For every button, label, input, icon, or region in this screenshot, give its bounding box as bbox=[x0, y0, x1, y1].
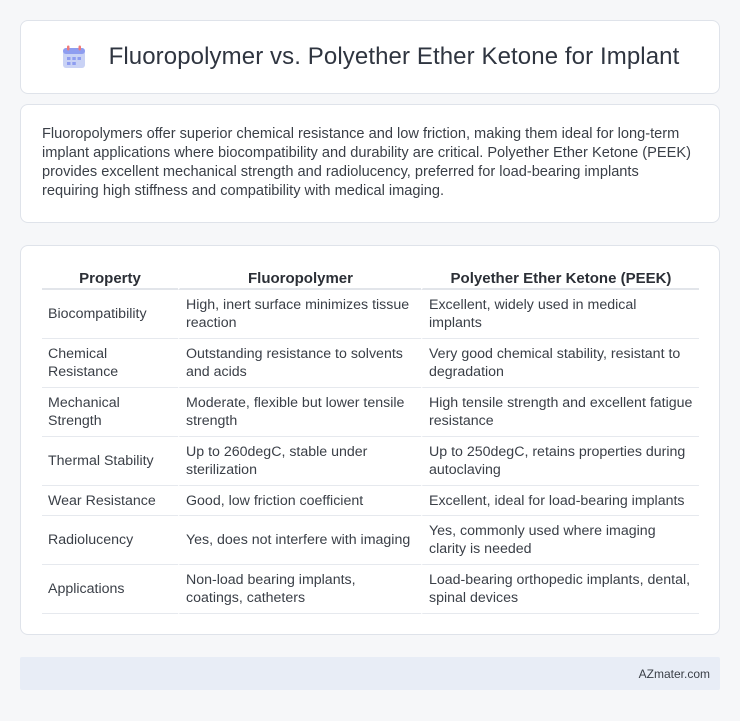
row-fluoropolymer: Non-load bearing implants, coatings, catheters bbox=[178, 565, 421, 614]
row-fluoropolymer: Moderate, flexible but lower tensile strength bbox=[178, 388, 421, 437]
footer-bar bbox=[20, 657, 720, 690]
row-property: Wear Resistance bbox=[42, 486, 178, 516]
title-wrap bbox=[61, 43, 680, 71]
table-row bbox=[42, 486, 699, 516]
header-peek: Polyether Ether Ketone (PEEK) bbox=[421, 262, 699, 290]
row-peek: Excellent, widely used in medical implants bbox=[421, 290, 699, 339]
row-fluoropolymer: Yes, does not interfere with imaging bbox=[178, 516, 421, 565]
table-row bbox=[42, 565, 699, 614]
row-fluoropolymer: Up to 260degC, stable under sterilization bbox=[178, 437, 421, 486]
footer-source: AZmater.com bbox=[638, 666, 710, 681]
row-peek: Excellent, ideal for load-bearing implants bbox=[421, 486, 699, 516]
comparison-table bbox=[42, 262, 699, 614]
row-fluoropolymer: Good, low friction coefficient bbox=[178, 486, 421, 516]
row-property: Mechanical Strength bbox=[42, 388, 178, 437]
calendar-icon bbox=[61, 44, 87, 70]
row-peek: High tensile strength and excellent fatigue resistance bbox=[421, 388, 699, 437]
header-property: Property bbox=[42, 262, 178, 290]
row-peek: Load-bearing orthopedic implants, dental, spinal devices bbox=[421, 565, 699, 614]
title-card bbox=[20, 20, 720, 94]
table-row bbox=[42, 290, 699, 339]
intro-paragraph: Fluoropolymers offer superior chemical resistance and low friction, making them ideal for long-term implant applications where biocompatibility and durability are critical. Polyether Ether Ketone (PEEK) provides excellent mechanical strength and radiolucency, preferred for load-bearing implants requiring high stiffness and compatibility with medical imaging. bbox=[42, 126, 691, 199]
row-fluoropolymer: Outstanding resistance to solvents and acids bbox=[178, 339, 421, 388]
row-property: Chemical Resistance bbox=[42, 339, 178, 388]
table-header-row bbox=[42, 262, 699, 290]
table-row bbox=[42, 339, 699, 388]
row-peek: Very good chemical stability, resistant to degradation bbox=[421, 339, 699, 388]
row-property: Applications bbox=[42, 565, 178, 614]
table-row bbox=[42, 388, 699, 437]
comparison-table-card bbox=[20, 245, 720, 635]
table-row bbox=[42, 437, 699, 486]
row-peek: Yes, commonly used where imaging clarity is needed bbox=[421, 516, 699, 565]
row-property: Biocompatibility bbox=[42, 290, 178, 339]
table-row bbox=[42, 516, 699, 565]
row-property: Thermal Stability bbox=[42, 437, 178, 486]
page-title: Fluoropolymer vs. Polyether Ether Ketone for Implant bbox=[108, 43, 680, 70]
header-fluoropolymer: Fluoropolymer bbox=[178, 262, 421, 290]
intro-card bbox=[20, 104, 720, 223]
row-peek: Up to 250degC, retains properties during autoclaving bbox=[421, 437, 699, 486]
row-fluoropolymer: High, inert surface minimizes tissue reaction bbox=[178, 290, 421, 339]
row-property: Radiolucency bbox=[42, 516, 178, 565]
